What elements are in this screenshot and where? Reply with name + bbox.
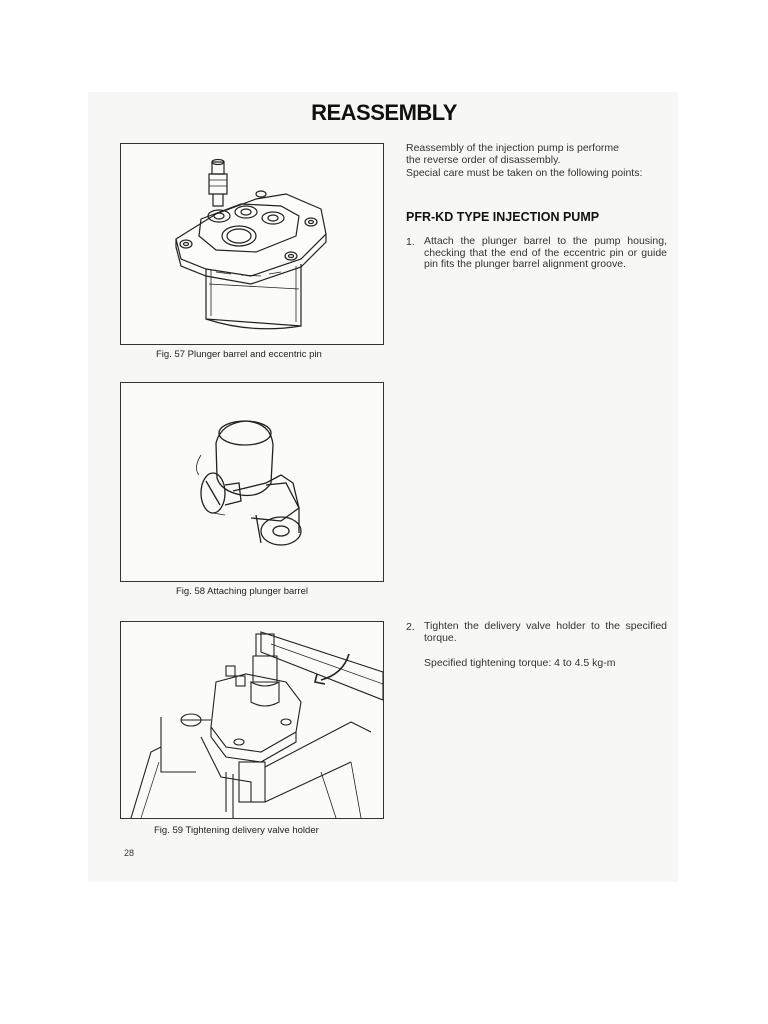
step-2-number: 2. bbox=[406, 621, 415, 633]
page-title: REASSEMBLY bbox=[311, 100, 457, 125]
intro-line-3: Special care must be taken on the following points: bbox=[406, 167, 643, 179]
page-number: 28 bbox=[124, 848, 135, 858]
section-heading: PFR-KD TYPE INJECTION PUMP bbox=[406, 210, 600, 224]
figure-58-caption: Fig. 58 Attaching plunger barrel bbox=[176, 586, 309, 597]
figure-57 bbox=[120, 143, 384, 345]
intro-line-1: Reassembly of the injection pump is performe bbox=[406, 142, 620, 154]
plunger-barrel-drawing bbox=[121, 383, 383, 581]
step-2-spec: Specified tightening torque: 4 to 4.5 kg-m bbox=[424, 657, 616, 669]
pump-plate-drawing bbox=[121, 144, 383, 344]
delivery-valve-holder-drawing bbox=[121, 622, 383, 818]
intro-line-2: the reverse order of disassembly. bbox=[406, 154, 561, 166]
step-1-number: 1. bbox=[406, 236, 415, 248]
figure-58 bbox=[120, 382, 384, 582]
step-2-text: Tighten the delivery valve holder to the specified torque. bbox=[424, 620, 667, 644]
figure-59-caption: Fig. 59 Tightening delivery valve holder bbox=[154, 825, 319, 836]
figure-57-caption: Fig. 57 Plunger barrel and eccentric pin bbox=[156, 349, 322, 360]
step-1-text: Attach the plunger barrel to the pump housing, checking that the end of the eccentric pin or guide pin fits the plunger barrel alignment groove. bbox=[424, 235, 667, 270]
figure-59 bbox=[120, 621, 384, 819]
